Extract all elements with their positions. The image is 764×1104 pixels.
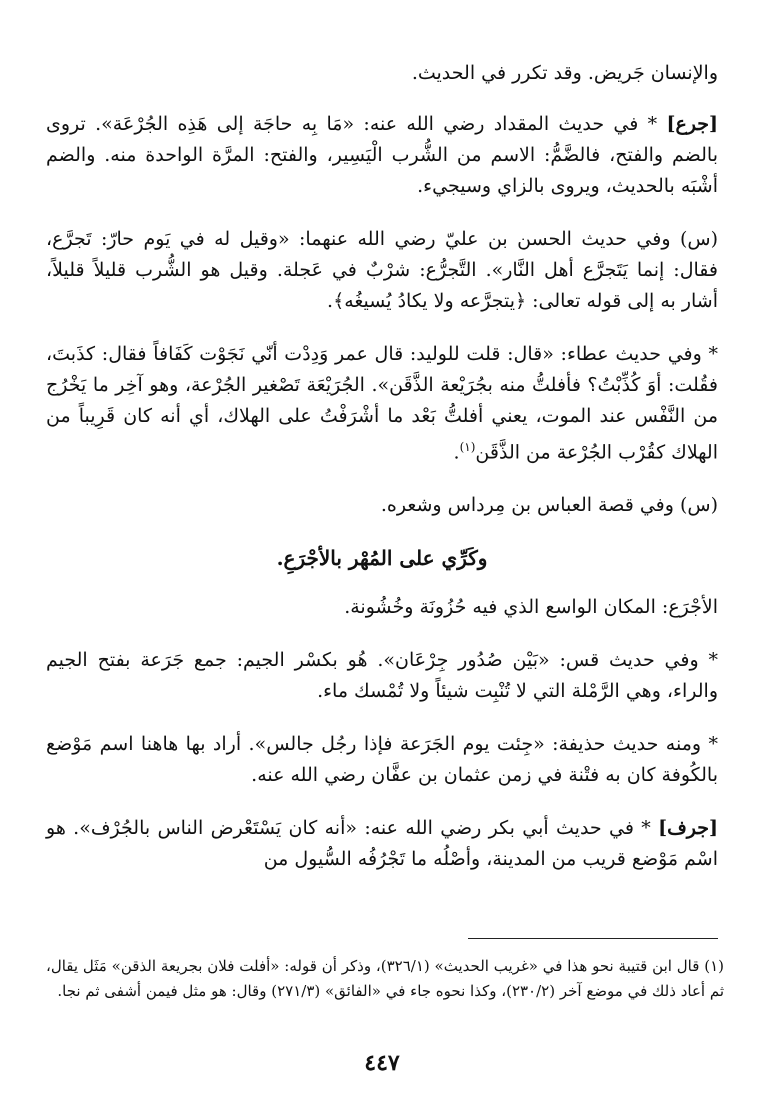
poetry-verse: وكَرِّي على المُهْر بالأجْرَعِ. <box>276 546 488 571</box>
paragraph-6 <box>46 592 718 623</box>
footnote-divider <box>468 938 718 939</box>
paragraph-9-text: * في حديث أبي بكر رضي الله عنه: «أنه كان يَسْتَعْرض الناس بالجُرْف». هو اسْم مَوْضع قريب من المدينة، وأصْلُه ما تَجْرُفُه السُّيول من <box>46 817 718 871</box>
paragraph-7 <box>46 645 718 707</box>
paragraph-5-text: (س) وفي قصة العباس بن مِرداس وشعره. <box>380 494 718 517</box>
entry-tag-jara: [جرع] <box>666 113 718 135</box>
main-text <box>46 58 718 897</box>
paragraph-8-text: * ومنه حديث حذيفة: «جِئت يوم الجَرَعة فإذا رجُل جالس». أراد بها هاهنا اسم مَوْضع بالكُوفة كان به فتْنة في زمن عثمان بن عفَّان رضي الله عنه. <box>46 733 718 787</box>
footnote-section <box>46 954 724 1004</box>
paragraph-1 <box>46 58 718 89</box>
paragraph-8 <box>46 729 718 791</box>
footnote-reference[interactable]: (١) <box>459 440 476 454</box>
paragraph-3-text: (س) وفي حديث الحسن بن عليّ رضي الله عنهما: «وقيل له في يَوم حارّ: تَجرَّع، فقال: إنما يَتَجرَّع أهل النَّار». التَّجرُّع: شرْبٌ في عَجلة. وقيل هو الشُّرب قليلاً قليلاً، أشار به إلى قوله تعالى: ﴿يتجرَّعه ولا يكادُ يُسيغُه﴾. <box>46 228 718 312</box>
entry-jarf-intro <box>46 813 718 875</box>
paragraph-4 <box>46 339 718 468</box>
paragraph-6-text: الأجْرَع: المكان الواسع الذي فيه حُزُونَة وخُشُونة. <box>344 596 718 619</box>
paragraph-7-text: * وفي حديث قس: «بَيْن صُدُور جِرْعَان». هُو بكسْر الجيم: جمع جَرَعة بفتح الجيم والراء، وهي الرَّمْلة التي لا تُنْبِت شيئاً ولا تُمْسك ماء. <box>46 649 718 703</box>
entry-tag-jarf: [جرف] <box>658 817 718 840</box>
paragraph-4-text: * وفي حديث عطاء: «قال: قلت للوليد: قال عمر وَدِدْت أنّي نَجَوْت كَفَافاً فقال: كذَبتَ، فقُلت: أوَ كُذِّبْتُ؟ فأفلتُّ منه بجُرَيْعة الذَّقَن». الجُرَيْعَة تَصْغير الجُرْعة، وهو آخِر ما يَخْرُج من النَّفْس عند الموت، يعني أفلتُّ بَعْد ما أشْرَفْتُ على الهلاك، أي أنه كان قَرِيباً من الهلاك كقُرْب الجُرْعة من الذَّقَن <box>46 343 718 464</box>
paragraph-1-text: والإنسان جَريض. وقد تكرر في الحديث. <box>411 62 718 84</box>
paragraph-4-end: . <box>453 441 460 464</box>
entry-jara-intro <box>46 109 718 202</box>
paragraph-5 <box>46 490 718 521</box>
footnote-1: (١) قال ابن قتيبة نحو هذا في «غريب الحديث» (٣٢٦/١)، وذكر أن قوله: «أفلت فلان بجريعة الذقن» مَثَل يقال، ثم أعاد ذلك في موضع آخر (٢٣٠/٢)، وكذا نحوه جاء في «الفائق» (٢٧١/٣) وقال: هو مثل فيمن أشفى ثم نجا. <box>46 957 724 1000</box>
paragraph-3 <box>46 224 718 317</box>
page-number: ٤٤٧ <box>364 1050 400 1076</box>
paragraph-2-text: * في حديث المقداد رضي الله عنه: «مَا بِه حاجَة إلى هَذِه الجُرْعَة». تروى بالضم والفتح، فالضَّمُّ: الاسم من الشُّرب الْيَسِير، والفتح: المرَّة الواحدة منه. والضم أشْبَه بالحديث، ويروى بالزاي وسيجيء. <box>46 113 718 197</box>
